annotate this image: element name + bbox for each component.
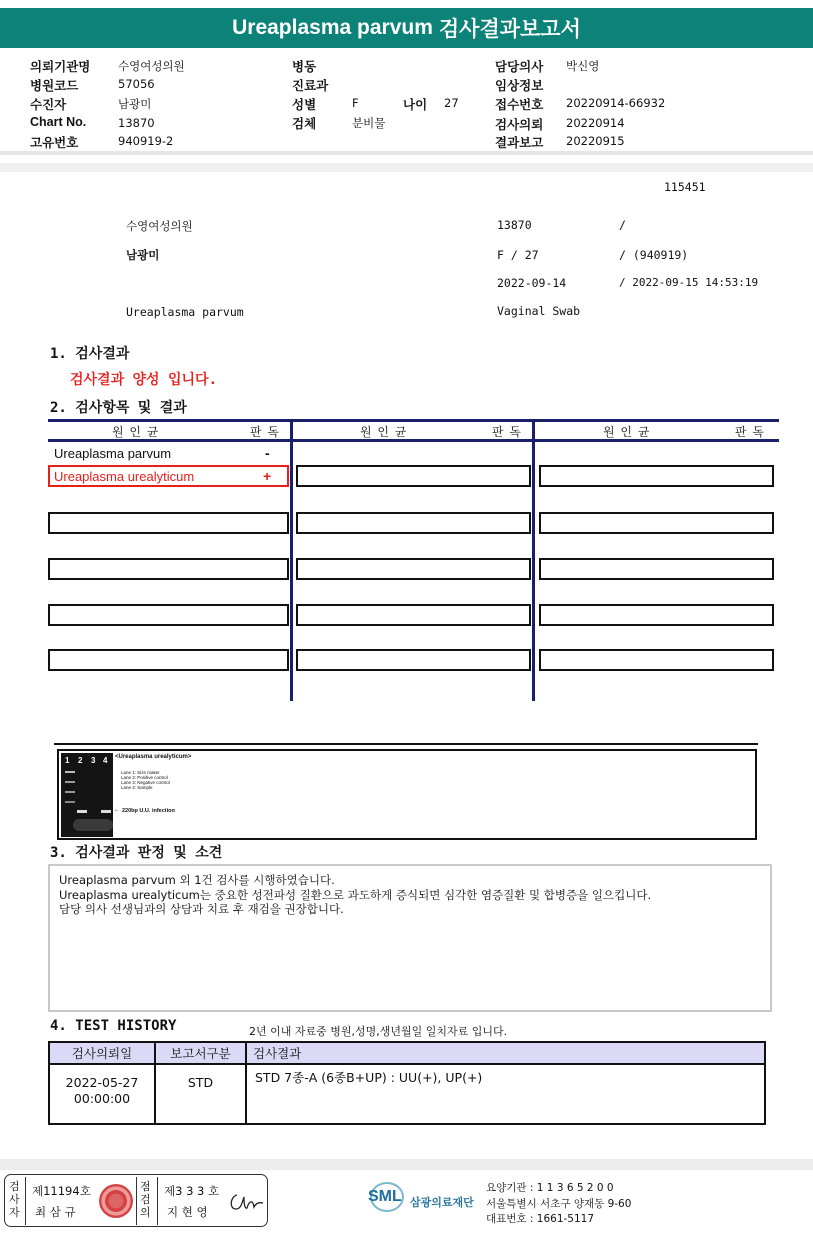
band-label: 220bp U.U. infection — [122, 808, 175, 814]
value-request-date: 20220914 — [566, 116, 625, 130]
empty-cell — [296, 649, 531, 671]
label-patient: 수진자 — [30, 98, 67, 112]
summary-patient: 남광미 — [126, 248, 160, 262]
divider — [157, 1177, 158, 1225]
section4-title: 4. TEST HISTORY — [50, 1018, 177, 1034]
phone-number: 대표번호 : 1661-5117 — [486, 1213, 595, 1225]
empty-cell — [539, 512, 774, 534]
summary-code: 115451 — [664, 180, 706, 194]
result-sign-positive: + — [263, 468, 272, 484]
empty-cell — [296, 512, 531, 534]
marker-band — [65, 791, 75, 793]
history-header-row — [49, 1042, 765, 1064]
value-sex: F — [352, 96, 359, 110]
value-report-date: 20220915 — [566, 134, 625, 148]
marker-band — [65, 801, 75, 803]
gel-heading: <Ureaplasma urealyticum> — [115, 754, 192, 760]
empty-cell — [539, 465, 774, 487]
checker-name: 지 현 영 — [167, 1205, 208, 1219]
label-hospital: 의뢰기관명 — [30, 60, 91, 74]
sample-band — [101, 810, 111, 813]
opinion-box — [48, 864, 772, 1012]
label-receipt-no: 접수번호 — [495, 98, 544, 112]
history-col-result: 검사결과 — [246, 1042, 765, 1064]
signature-box — [4, 1174, 268, 1227]
empty-cell — [296, 604, 531, 626]
section1-title: 1. 검사결과 — [50, 346, 130, 362]
lane-number: 3 — [91, 756, 96, 765]
value-hospital: 수영여성의원 — [118, 59, 185, 73]
gel-top-rule — [54, 743, 758, 745]
label-chart-no: Chart No. — [30, 115, 87, 129]
gel-panel — [57, 749, 757, 840]
history-date: 2022-05-27 — [65, 1075, 139, 1090]
label-ward: 병동 — [292, 60, 317, 74]
lane-number: 2 — [78, 756, 83, 765]
label-doctor: 담당의사 — [495, 60, 544, 74]
empty-cell — [48, 649, 289, 671]
value-specimen: 분비물 — [352, 116, 386, 130]
history-time: 00:00:00 — [73, 1091, 131, 1106]
inspector-name: 최 삼 규 — [35, 1205, 76, 1219]
result-name-positive: Ureaplasma urealyticum — [54, 469, 195, 484]
section3-title: 3. 검사결과 판정 및 소견 — [50, 845, 223, 861]
value-hospital-code: 57056 — [118, 77, 155, 91]
value-patient: 남광미 — [118, 97, 152, 111]
marker-band — [65, 781, 75, 783]
empty-cell — [296, 558, 531, 580]
col-header-judgement-1: 판 독 — [250, 425, 280, 439]
label-report-date: 결과보고 — [495, 136, 544, 150]
inspector-label: 검사자 — [9, 1180, 20, 1219]
sml-logo — [368, 1182, 408, 1212]
label-hospital-code: 병원코드 — [30, 79, 79, 93]
gel-legend-item: Lane 4: Sample — [121, 785, 153, 790]
lane-number: 1 — [65, 756, 70, 765]
logo-text: SML — [368, 1188, 402, 1205]
label-department: 진료과 — [292, 79, 329, 93]
result-sign: - — [265, 445, 270, 461]
value-age: 27 — [444, 96, 459, 110]
gel-legend-item: Lane 3: Negative control — [121, 780, 170, 785]
summary-chart: 13870 — [497, 218, 532, 232]
label-sex: 성별 — [292, 98, 317, 112]
empty-cell — [48, 558, 289, 580]
marker-band — [65, 771, 75, 773]
summary-slash: / — [619, 218, 626, 232]
result-positive-text: 검사결과 양성 입니다. — [70, 372, 218, 388]
col-header-judgement-3: 판 독 — [735, 425, 765, 439]
value-doctor: 박신영 — [566, 59, 600, 73]
value-receipt-no: 20220914-66932 — [566, 96, 666, 110]
col-header-organism-3: 원 인 균 — [603, 425, 651, 439]
empty-cell — [539, 604, 774, 626]
col-header-organism-2: 원 인 균 — [360, 425, 408, 439]
divider — [25, 1177, 26, 1225]
gel-image — [61, 753, 113, 837]
label-request-date: 검사의뢰 — [495, 118, 544, 132]
seal-stamp — [99, 1184, 133, 1218]
foundation-name: 삼광의료재단 — [410, 1196, 474, 1209]
signature-icon — [227, 1187, 265, 1217]
summary-date-received: 2022-09-14 — [497, 276, 567, 290]
result-name: Ureaplasma parvum — [54, 446, 172, 461]
opinion-line: Ureaplasma parvum 외 1건 검사를 시행하였습니다. — [59, 873, 335, 887]
header-divider-band — [0, 163, 813, 172]
col-header-organism-1: 원 인 균 — [112, 425, 160, 439]
report-title — [0, 8, 813, 48]
label-unique-id: 고유번호 — [30, 136, 79, 150]
summary-birth: / (940919) — [619, 248, 689, 262]
col-header-judgement-2: 판 독 — [492, 425, 522, 439]
empty-cell — [48, 512, 289, 534]
history-date-cell — [49, 1064, 155, 1124]
positive-band — [77, 810, 87, 813]
grid-divider-1 — [290, 419, 293, 701]
label-clinical-info: 임상정보 — [495, 79, 544, 93]
history-col-type: 보고서구분 — [155, 1042, 246, 1064]
institution-code: 요양기관 : 1 1 3 6 5 2 0 0 — [486, 1182, 614, 1194]
grid-divider-2 — [532, 419, 535, 701]
history-type: STD — [155, 1064, 246, 1124]
divider — [136, 1177, 137, 1225]
summary-specimen: Vaginal Swab — [497, 304, 581, 318]
grid-top-rule — [48, 419, 779, 422]
opinion-line: 담당 의사 선생님과의 상담과 치료 후 재검을 권장합니다. — [59, 902, 344, 916]
band-arrow: ← — [114, 807, 120, 813]
value-chart-no: 13870 — [118, 116, 155, 130]
summary-hospital: 수영여성의원 — [126, 219, 193, 233]
summary-sex-age: F / 27 — [497, 248, 539, 262]
gel-legend-item: Lane 2: Positive control — [121, 775, 168, 780]
opinion-line: Ureaplasma urealyticum는 중요한 성전파성 질환으로 과도하게 증식되면 심각한 염증질환 및 합병증을 일으킵니다. — [59, 887, 652, 902]
gel-legend-item: Lane 1: Size maker — [121, 770, 160, 775]
history-note: 2년 이내 자료중 병원,성명,생년월일 일치자료 입니다. — [249, 1025, 508, 1038]
summary-date-reported: / 2022-09-15 14:53:19 — [619, 276, 759, 289]
table-row — [49, 1064, 765, 1124]
history-table — [48, 1041, 766, 1125]
summary-test: Ureaplasma parvum — [126, 305, 244, 319]
title-suffix: 검사결과보고서 — [438, 18, 581, 41]
empty-cell — [296, 465, 531, 487]
empty-cell — [48, 604, 289, 626]
header-divider — [0, 151, 813, 155]
gel-glow — [73, 819, 113, 831]
checker-license: 제3 3 3 호 — [164, 1184, 220, 1198]
inspector-license: 제11194호 — [32, 1184, 91, 1198]
section2-title: 2. 검사항목 및 결과 — [50, 400, 187, 416]
value-unique-id: 940919-2 — [118, 134, 174, 148]
history-col-date: 검사의뢰일 — [49, 1042, 155, 1064]
label-age: 나이 — [403, 98, 428, 112]
empty-cell — [539, 649, 774, 671]
empty-cell — [539, 558, 774, 580]
footer-band — [0, 1159, 813, 1170]
title-organism: Ureaplasma parvum — [232, 16, 433, 39]
address: 서울특별시 서초구 양재동 9-60 — [486, 1198, 632, 1210]
checker-label: 점검의 — [140, 1180, 151, 1219]
history-result: STD 7종-A (6종B+UP) : UU(+), UP(+) — [246, 1064, 765, 1124]
label-specimen: 검체 — [292, 117, 317, 131]
lane-number: 4 — [103, 756, 108, 765]
